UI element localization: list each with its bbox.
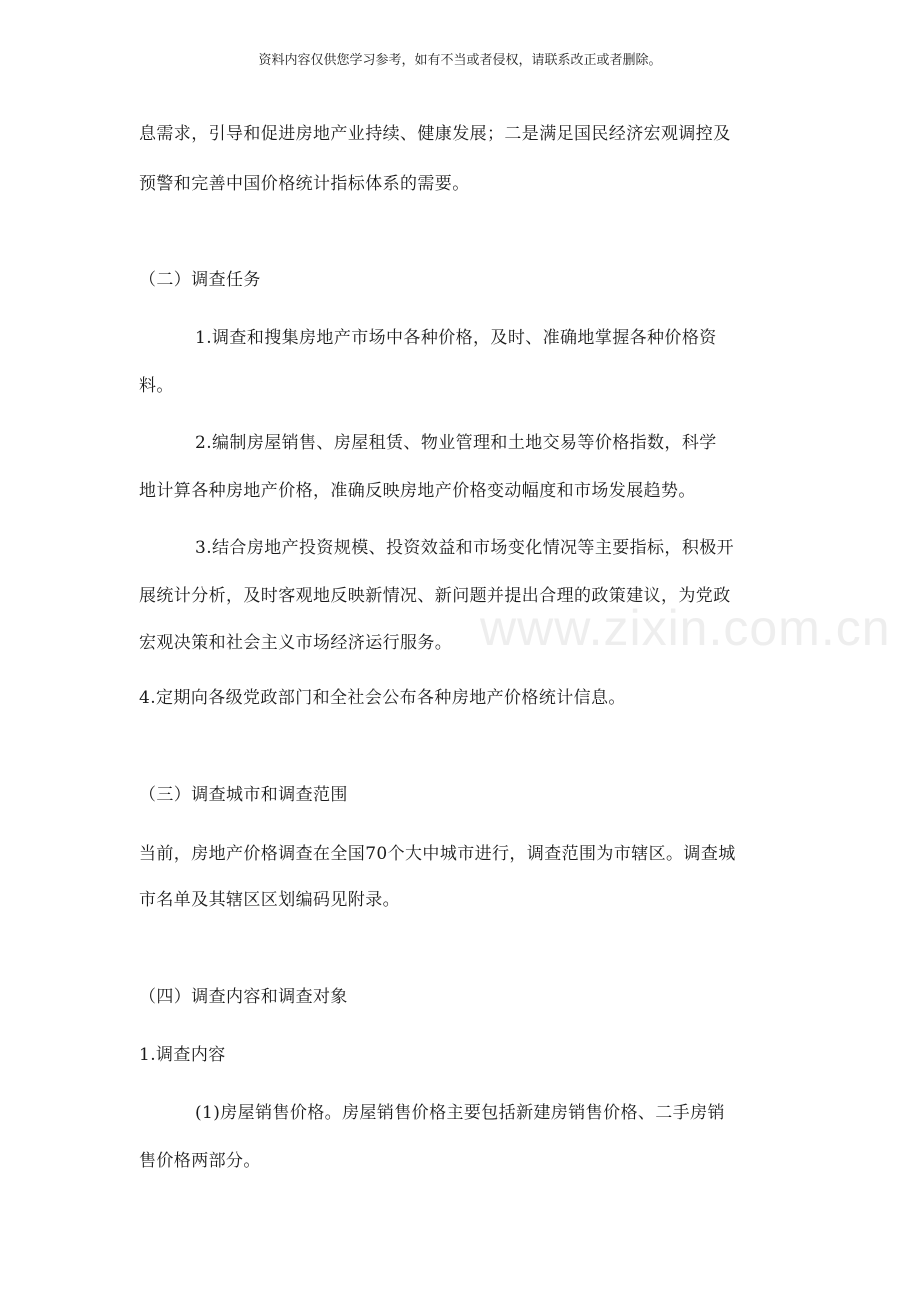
subsection-heading: 1.调查内容 — [139, 1045, 226, 1065]
copyright-notice: 资料内容仅供您学习参考，如有不当或者侵权，请联系改正或者删除。 — [258, 53, 662, 68]
paragraph-line: 展统计分析，及时客观地反映新情况、新问题并提出合理的政策建议，为党政 — [139, 586, 731, 606]
paragraph-line: 预警和完善中国价格统计指标体系的需要。 — [139, 174, 470, 194]
section-heading-4: （四）调查内容和调查对象 — [139, 987, 348, 1007]
task-item-4: 4.定期向各级党政部门和全社会公布各种房地产价格统计信息。 — [139, 688, 626, 708]
task-item-1: 1.调查和搜集房地产市场中各种价格，及时、准确地掌握各种价格资 — [195, 328, 717, 348]
section-heading-3: （三）调查城市和调查范围 — [139, 785, 348, 805]
task-item-3: 3.结合房地产投资规模、投资效益和市场变化情况等主要指标，积极开 — [195, 538, 735, 558]
paragraph-line: 地计算各种房地产价格，准确反映房地产价格变动幅度和市场发展趋势。 — [139, 481, 696, 501]
task-item-2: 2.编制房屋销售、房屋租赁、物业管理和土地交易等价格指数，科学 — [195, 433, 717, 453]
content-item-1: (1)房屋销售价格。房屋销售价格主要包括新建房销售价格、二手房销 — [195, 1103, 725, 1123]
watermark: www.zixin.com.cn — [480, 600, 891, 656]
paragraph-line: 宏观决策和社会主义市场经济运行服务。 — [139, 633, 453, 653]
paragraph-line: 料。 — [139, 376, 174, 396]
paragraph-line: 当前，房地产价格调查在全国70个大中城市进行，调查范围为市辖区。调查城 — [139, 844, 736, 864]
paragraph-line: 息需求，引导和促进房地产业持续、健康发展；二是满足国民经济宏观调控及 — [139, 124, 731, 144]
paragraph-line: 售价格两部分。 — [139, 1151, 261, 1171]
section-heading-2: （二）调查任务 — [139, 270, 261, 290]
paragraph-line: 市名单及其辖区区划编码见附录。 — [139, 890, 400, 910]
